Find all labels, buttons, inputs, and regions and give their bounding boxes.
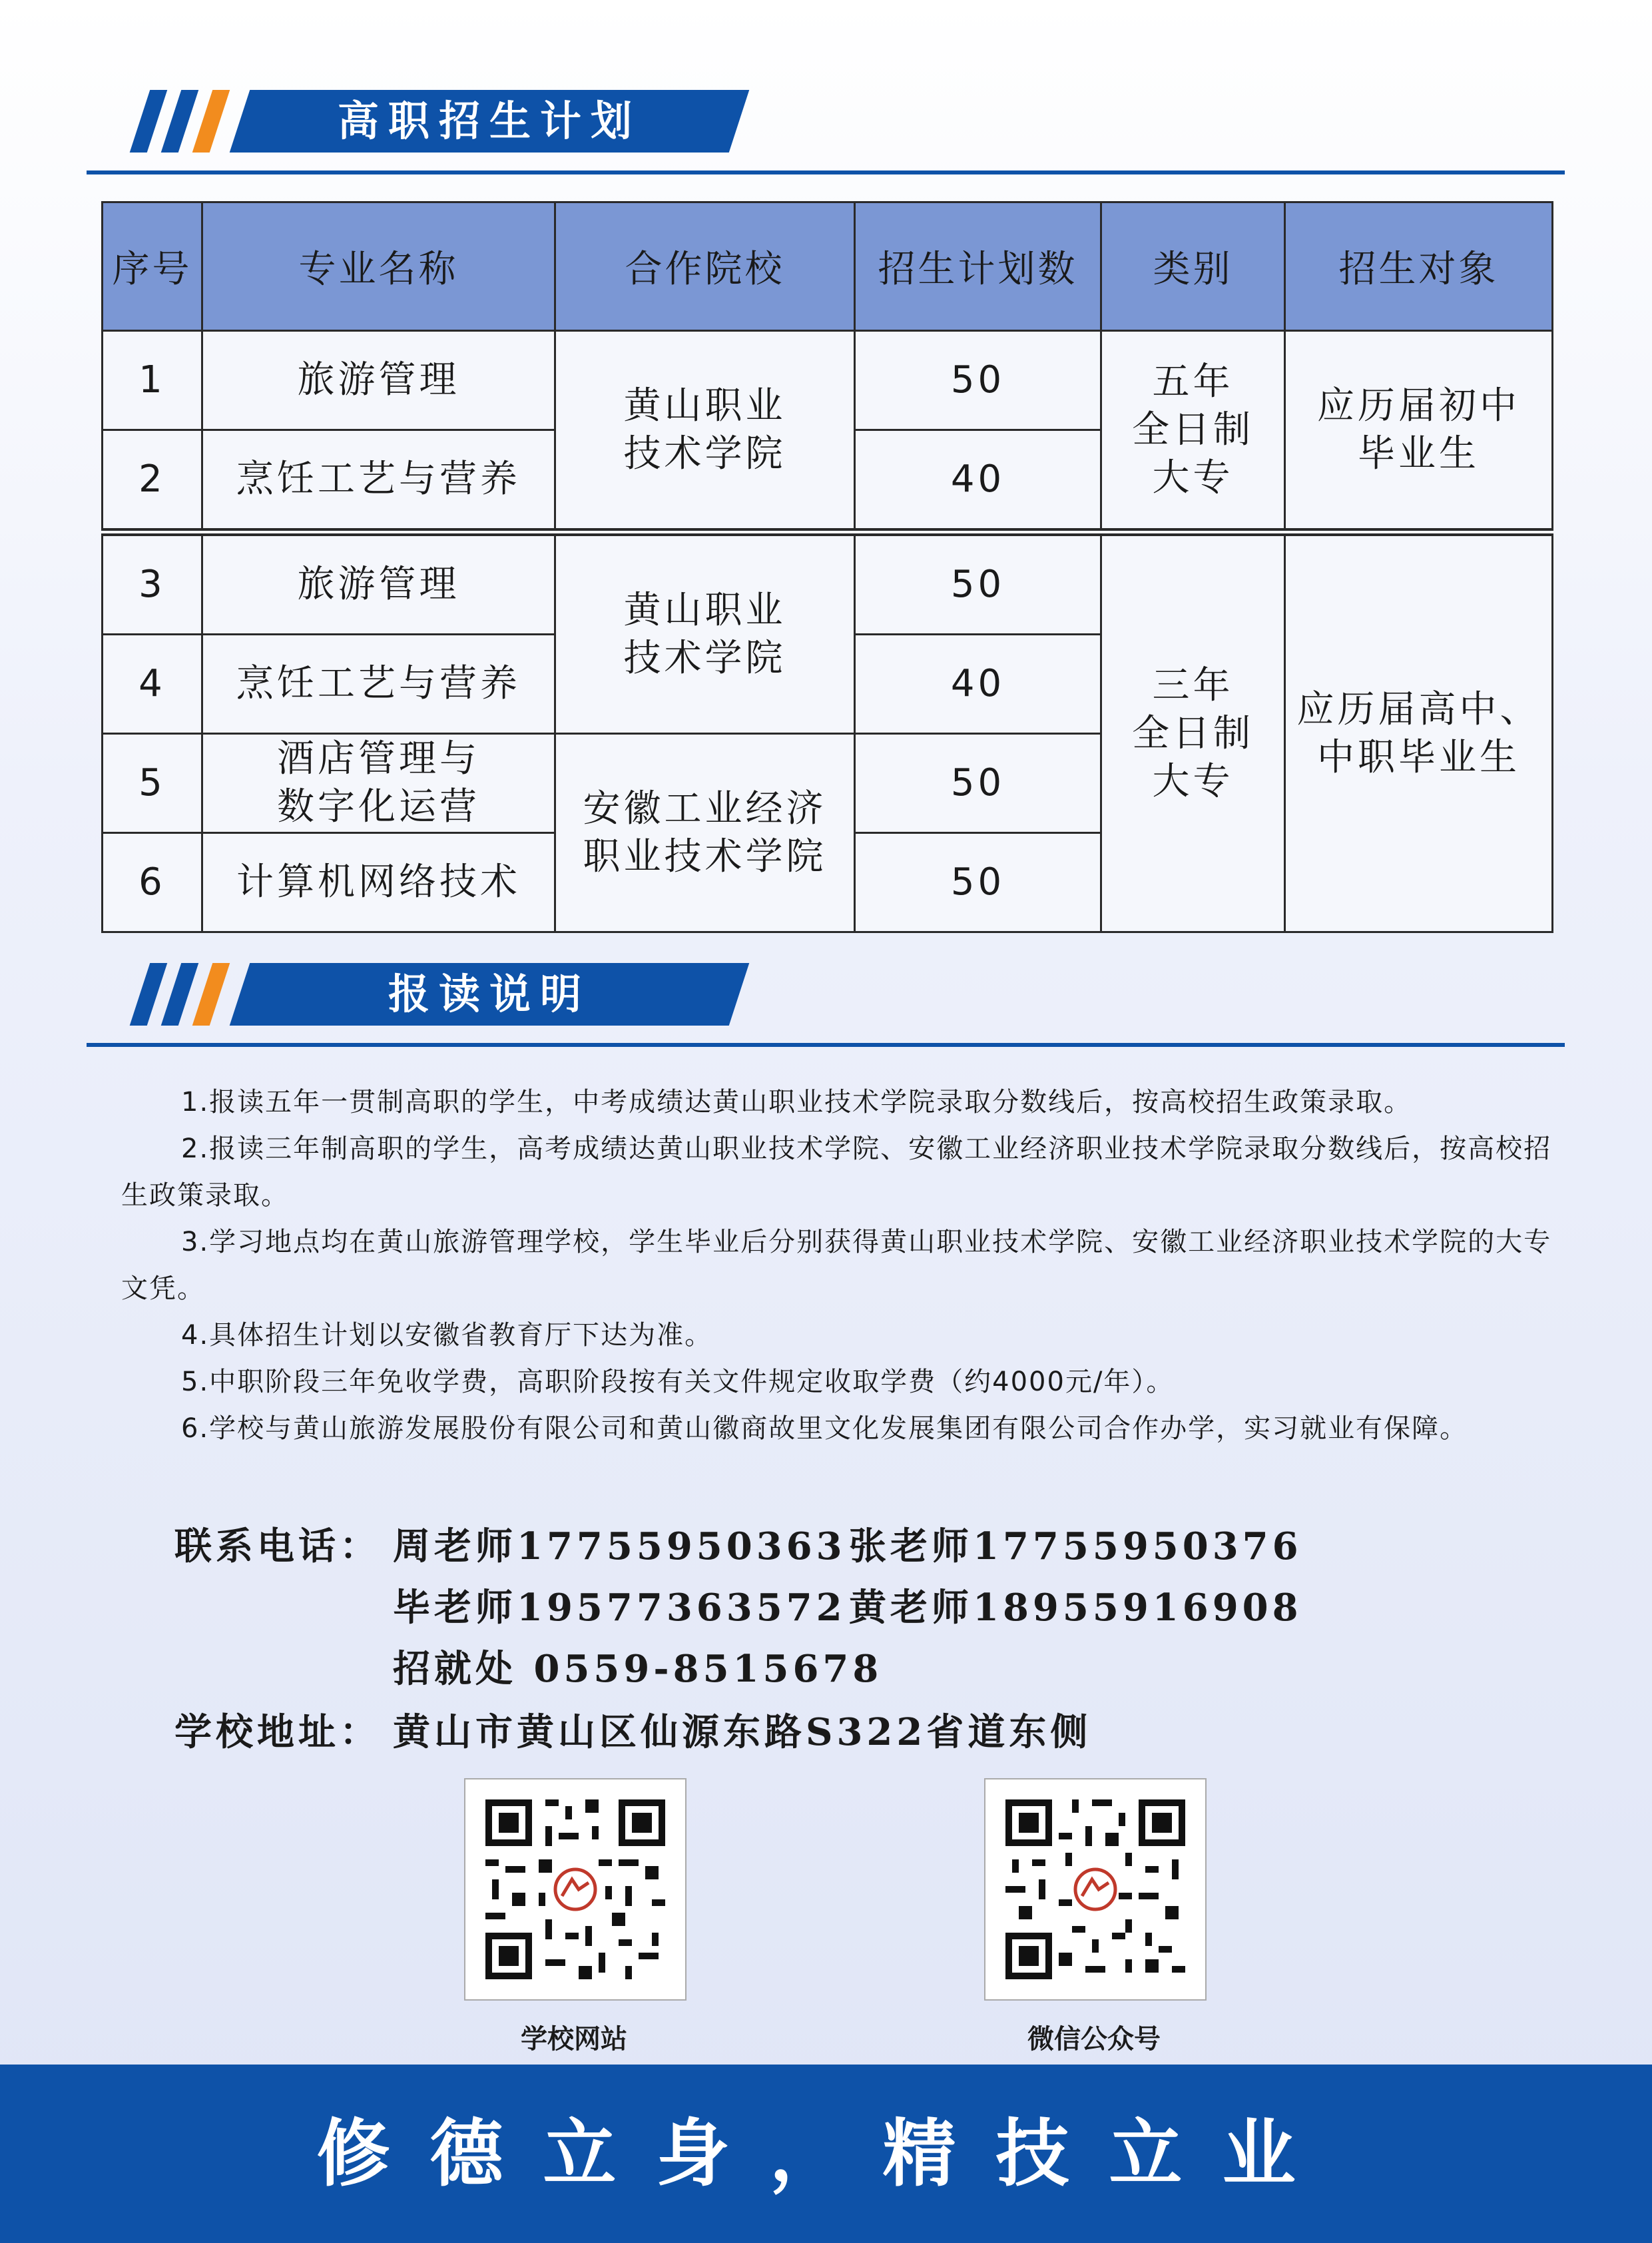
school-address: 黄山市黄山区仙源东路S322省道东侧 (393, 1710, 1092, 1754)
row-major: 旅游管理 (202, 532, 555, 635)
target-line: 毕业生 (1358, 432, 1480, 476)
row-no: 5 (103, 734, 202, 833)
row-target (1285, 532, 1553, 932)
section-divider (87, 1043, 1565, 1047)
row-major: 计算机网络技术 (202, 833, 555, 932)
contact-office: 招就处 0559-8515678 (393, 1647, 883, 1691)
row-plan: 50 (855, 734, 1101, 833)
col-header-school: 合作院校 (555, 202, 855, 331)
category-line: 全日制 (1132, 408, 1254, 452)
enrollment-notes (121, 1079, 1553, 1452)
row-plan: 50 (855, 532, 1101, 635)
target-line: 中职毕业生 (1317, 735, 1520, 779)
major-line: 数字化运营 (277, 785, 480, 828)
contact-zhang: 张老师17755950376 (849, 1524, 1302, 1568)
target-line: 应历届初中 (1317, 384, 1520, 428)
row-plan: 40 (855, 635, 1101, 734)
footer-banner (0, 2065, 1652, 2243)
major-line: 酒店管理与 (277, 737, 480, 781)
header-stripe-decor (130, 963, 168, 1026)
note-item: 4.具体招生计划以安徽省教育厅下达为准。 (181, 1320, 713, 1351)
header-stripe-accent (192, 963, 230, 1026)
col-header-category: 类别 (1101, 202, 1285, 331)
row-major: 烹饪工艺与营养 (202, 430, 555, 533)
notes-section-header (130, 963, 756, 1026)
section-divider (87, 170, 1565, 174)
category-line: 大专 (1152, 456, 1234, 499)
plan-section-title: 高职招生计划 (337, 97, 641, 145)
category-line: 大专 (1152, 759, 1234, 803)
table-header-row (103, 202, 1553, 331)
row-major (202, 734, 555, 833)
qr-code-icon (985, 1779, 1205, 1999)
wechat-qr-code[interactable] (984, 1778, 1207, 2001)
row-no: 2 (103, 430, 202, 533)
row-category (1101, 532, 1285, 932)
school-line: 技术学院 (623, 432, 786, 476)
school-line: 黄山职业 (623, 384, 786, 428)
contact-huang: 黄老师18955916908 (849, 1586, 1302, 1630)
notes-section-title: 报读说明 (388, 970, 591, 1018)
col-header-plan: 招生计划数 (855, 202, 1101, 331)
row-category (1101, 331, 1285, 533)
row-no: 1 (103, 331, 202, 430)
row-no: 6 (103, 833, 202, 932)
row-plan: 50 (855, 331, 1101, 430)
school-motto: 修德立身，精技立业 (316, 2110, 1336, 2196)
contact-zhou: 周老师17755950363 (393, 1524, 846, 1568)
row-school (555, 331, 855, 533)
school-line: 黄山职业 (623, 588, 786, 632)
note-item: 3.学习地点均在黄山旅游管理学校，学生毕业后分别获得黄山职业技术学院、安徽工业经济职业技术学院的大专文凭。 (121, 1227, 1552, 1304)
note-item: 5.中职阶段三年免收学费，高职阶段按有关文件规定收取学费（约4000元/年）。 (181, 1367, 1175, 1397)
note-item: 1.报读五年一贯制高职的学生，中考成绩达黄山职业技术学院录取分数线后，按高校招生政策录取。 (181, 1087, 1412, 1118)
row-major: 旅游管理 (202, 331, 555, 430)
note-item: 2.报读三年制高职的学生，高考成绩达黄山职业技术学院、安徽工业经济职业技术学院录取分数线后，按高校招生政策录取。 (121, 1133, 1552, 1211)
qr-code-icon (465, 1779, 685, 1999)
row-plan: 40 (855, 430, 1101, 533)
row-plan: 50 (855, 833, 1101, 932)
row-no: 4 (103, 635, 202, 734)
table-row (103, 331, 1553, 430)
website-qr-caption: 学校网站 (521, 2023, 627, 2055)
wechat-qr-caption: 微信公众号 (1027, 2023, 1161, 2055)
school-line: 安徽工业经济 (583, 787, 827, 830)
website-qr-code[interactable] (464, 1778, 687, 2001)
category-line: 全日制 (1132, 711, 1254, 755)
col-header-no: 序号 (103, 202, 202, 331)
header-stripe-decor (161, 963, 199, 1026)
header-stripe-decor (130, 90, 168, 153)
phone-label: 联系电话： (174, 1524, 381, 1568)
address-label: 学校地址： (174, 1710, 381, 1754)
category-line: 五年 (1152, 360, 1234, 404)
header-stripe-accent (192, 90, 230, 153)
table-row (103, 532, 1553, 635)
row-no: 3 (103, 532, 202, 635)
row-school (555, 532, 855, 734)
row-major: 烹饪工艺与营养 (202, 635, 555, 734)
category-line: 三年 (1152, 663, 1234, 707)
header-stripe-decor (161, 90, 199, 153)
contact-bi: 毕老师19577363572 (393, 1586, 846, 1630)
row-school (555, 734, 855, 932)
col-header-target: 招生对象 (1285, 202, 1553, 331)
note-item: 6.学校与黄山旅游发展股份有限公司和黄山徽商故里文化发展集团有限公司合作办学，实习就业有保障。 (181, 1413, 1468, 1444)
enrollment-plan-table (101, 201, 1553, 933)
plan-section-header (130, 90, 756, 153)
school-line: 技术学院 (623, 636, 786, 680)
target-line: 应历届高中、 (1296, 687, 1541, 731)
col-header-major: 专业名称 (202, 202, 555, 331)
school-line: 职业技术学院 (583, 834, 827, 878)
row-target (1285, 331, 1553, 533)
